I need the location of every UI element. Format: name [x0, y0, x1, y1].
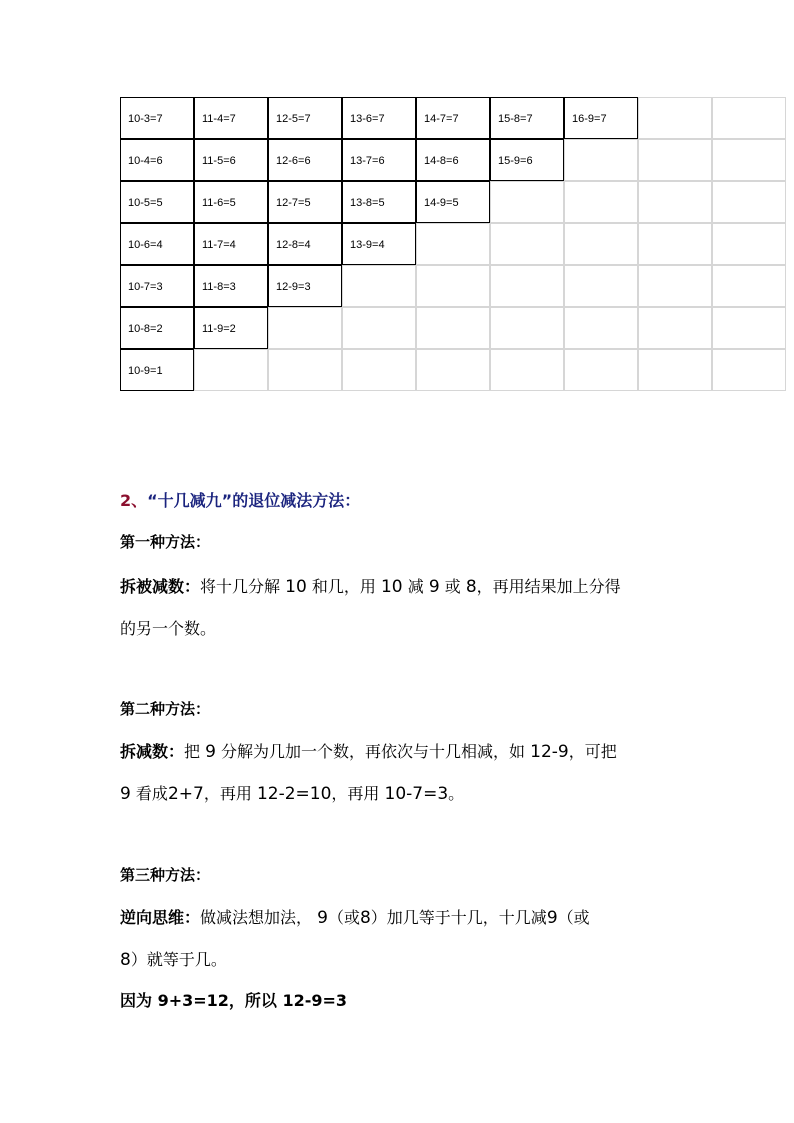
table-cell: 10-5=5 — [120, 181, 194, 223]
table-cell: 12-7=5 — [268, 181, 342, 223]
table-cell-empty — [712, 349, 786, 391]
method3-label: 逆向思维： — [120, 908, 201, 927]
method3-text: （或 — [327, 908, 360, 927]
method3-number: 8 — [359, 908, 371, 928]
method1-text: ，再用结果加上分得 — [476, 577, 621, 596]
method1-text: 将十几分解 — [200, 577, 281, 596]
method3-line2 — [120, 947, 227, 970]
section-number: 2、 — [120, 491, 148, 510]
table-cell-empty — [638, 349, 712, 391]
method2-text: 把 — [184, 742, 201, 761]
table-cell-empty — [564, 349, 638, 391]
table-cell: 13-8=5 — [342, 181, 416, 223]
table-cell: 15-9=6 — [490, 139, 564, 181]
table-cell-empty — [638, 265, 712, 307]
table-cell: 11-4=7 — [194, 97, 268, 139]
table-cell-empty — [564, 265, 638, 307]
method3-text: 做减法想加法， — [200, 908, 313, 927]
table-cell-empty — [712, 97, 786, 139]
section-quoted-title: “十几减九” — [147, 491, 233, 510]
table-cell-empty — [712, 181, 786, 223]
method2-text: 分解为几加一个数，再依次与十几相减，如 — [221, 742, 526, 761]
table-cell-empty — [564, 223, 638, 265]
table-cell-empty — [564, 181, 638, 223]
method2-number: 12-2=10 — [256, 784, 332, 804]
method1-number: 9 — [428, 577, 440, 597]
table-cell-empty — [712, 223, 786, 265]
method2-text: 看成 — [135, 784, 168, 803]
method1-line1 — [120, 574, 621, 597]
method2-number: 12-9 — [530, 742, 569, 762]
method2-text: ，可把 — [568, 742, 617, 761]
table-cell-empty — [342, 265, 416, 307]
table-cell-empty — [342, 307, 416, 349]
table-cell-empty — [490, 307, 564, 349]
table-cell: 16-9=7 — [564, 97, 638, 139]
section-heading — [120, 488, 360, 511]
method2-text: ，再用 — [203, 784, 252, 803]
table-cell-empty — [490, 181, 564, 223]
table-cell-empty — [194, 349, 268, 391]
table-cell: 14-7=7 — [416, 97, 490, 139]
table-cell: 13-6=7 — [342, 97, 416, 139]
table-cell-empty — [268, 307, 342, 349]
table-cell-empty — [490, 349, 564, 391]
method3-title: 第三种方法： — [120, 866, 211, 884]
method3-text: ）加几等于十几，十几减 — [370, 908, 547, 927]
table-cell-empty — [564, 139, 638, 181]
table-cell: 12-6=6 — [268, 139, 342, 181]
table-cell: 10-9=1 — [120, 349, 194, 391]
table-cell: 10-4=6 — [120, 139, 194, 181]
table-cell: 11-9=2 — [194, 307, 268, 349]
method2-number: 9 — [120, 784, 131, 804]
table-cell: 13-9=4 — [342, 223, 416, 265]
table-cell-empty — [268, 349, 342, 391]
table-cell-empty — [712, 307, 786, 349]
table-cell-empty — [712, 265, 786, 307]
method1-title: 第一种方法： — [120, 533, 211, 551]
section-title-rest: 的退位减法方法： — [232, 491, 361, 510]
table-cell: 11-8=3 — [194, 265, 268, 307]
method2-number: 10-7=3 — [384, 784, 449, 804]
table-cell: 10-8=2 — [120, 307, 194, 349]
table-cell-empty — [342, 349, 416, 391]
method3-number: 9 — [317, 908, 328, 928]
table-cell-empty — [416, 307, 490, 349]
method3-example: 因为 9+3=12，所以 12-9=3 — [120, 991, 348, 1010]
table-cell: 10-6=4 — [120, 223, 194, 265]
table-cell-empty — [638, 139, 712, 181]
table-cell: 11-5=6 — [194, 139, 268, 181]
method3-text: （或 — [557, 908, 590, 927]
table-cell-empty — [490, 265, 564, 307]
method1-text: 或 — [444, 577, 461, 596]
table-cell: 15-8=7 — [490, 97, 564, 139]
method1-number: 8 — [465, 577, 477, 597]
method3-number: 8 — [120, 950, 131, 970]
table-cell: 12-8=4 — [268, 223, 342, 265]
method3-number: 9 — [546, 908, 558, 928]
method2-text: ，再用 — [331, 784, 380, 803]
table-cell-empty — [416, 223, 490, 265]
table-cell: 10-7=3 — [120, 265, 194, 307]
method1-label: 拆被减数： — [120, 577, 201, 596]
method2-label: 拆减数： — [120, 742, 185, 761]
table-cell: 11-7=4 — [194, 223, 268, 265]
method1-text: 和几，用 — [311, 577, 376, 596]
table-cell: 12-5=7 — [268, 97, 342, 139]
table-cell-empty — [564, 307, 638, 349]
method3-text: ）就等于几。 — [130, 950, 227, 969]
method2-line1 — [120, 739, 617, 762]
method2-title: 第二种方法： — [120, 700, 211, 718]
method3-line1 — [120, 905, 590, 928]
table-cell-empty — [638, 223, 712, 265]
method2-text: 。 — [448, 784, 465, 803]
table-cell-empty — [712, 139, 786, 181]
table-cell: 10-3=7 — [120, 97, 194, 139]
method1-text: 减 — [407, 577, 424, 596]
method2-number: 2+7 — [167, 784, 204, 804]
table-cell: 12-9=3 — [268, 265, 342, 307]
table-cell-empty — [416, 349, 490, 391]
table-cell-empty — [638, 307, 712, 349]
table-cell-empty — [638, 97, 712, 139]
method1-number: 10 — [285, 577, 307, 597]
method1-number: 10 — [380, 577, 403, 597]
table-cell-empty — [490, 223, 564, 265]
table-cell: 14-9=5 — [416, 181, 490, 223]
table-cell: 11-6=5 — [194, 181, 268, 223]
table-cell: 14-8=6 — [416, 139, 490, 181]
method2-line2 — [120, 781, 464, 804]
table-cell-empty — [416, 265, 490, 307]
table-cell: 13-7=6 — [342, 139, 416, 181]
method1-line2: 的另一个数。 — [120, 619, 217, 638]
method2-number: 9 — [205, 742, 216, 762]
table-cell-empty — [638, 181, 712, 223]
